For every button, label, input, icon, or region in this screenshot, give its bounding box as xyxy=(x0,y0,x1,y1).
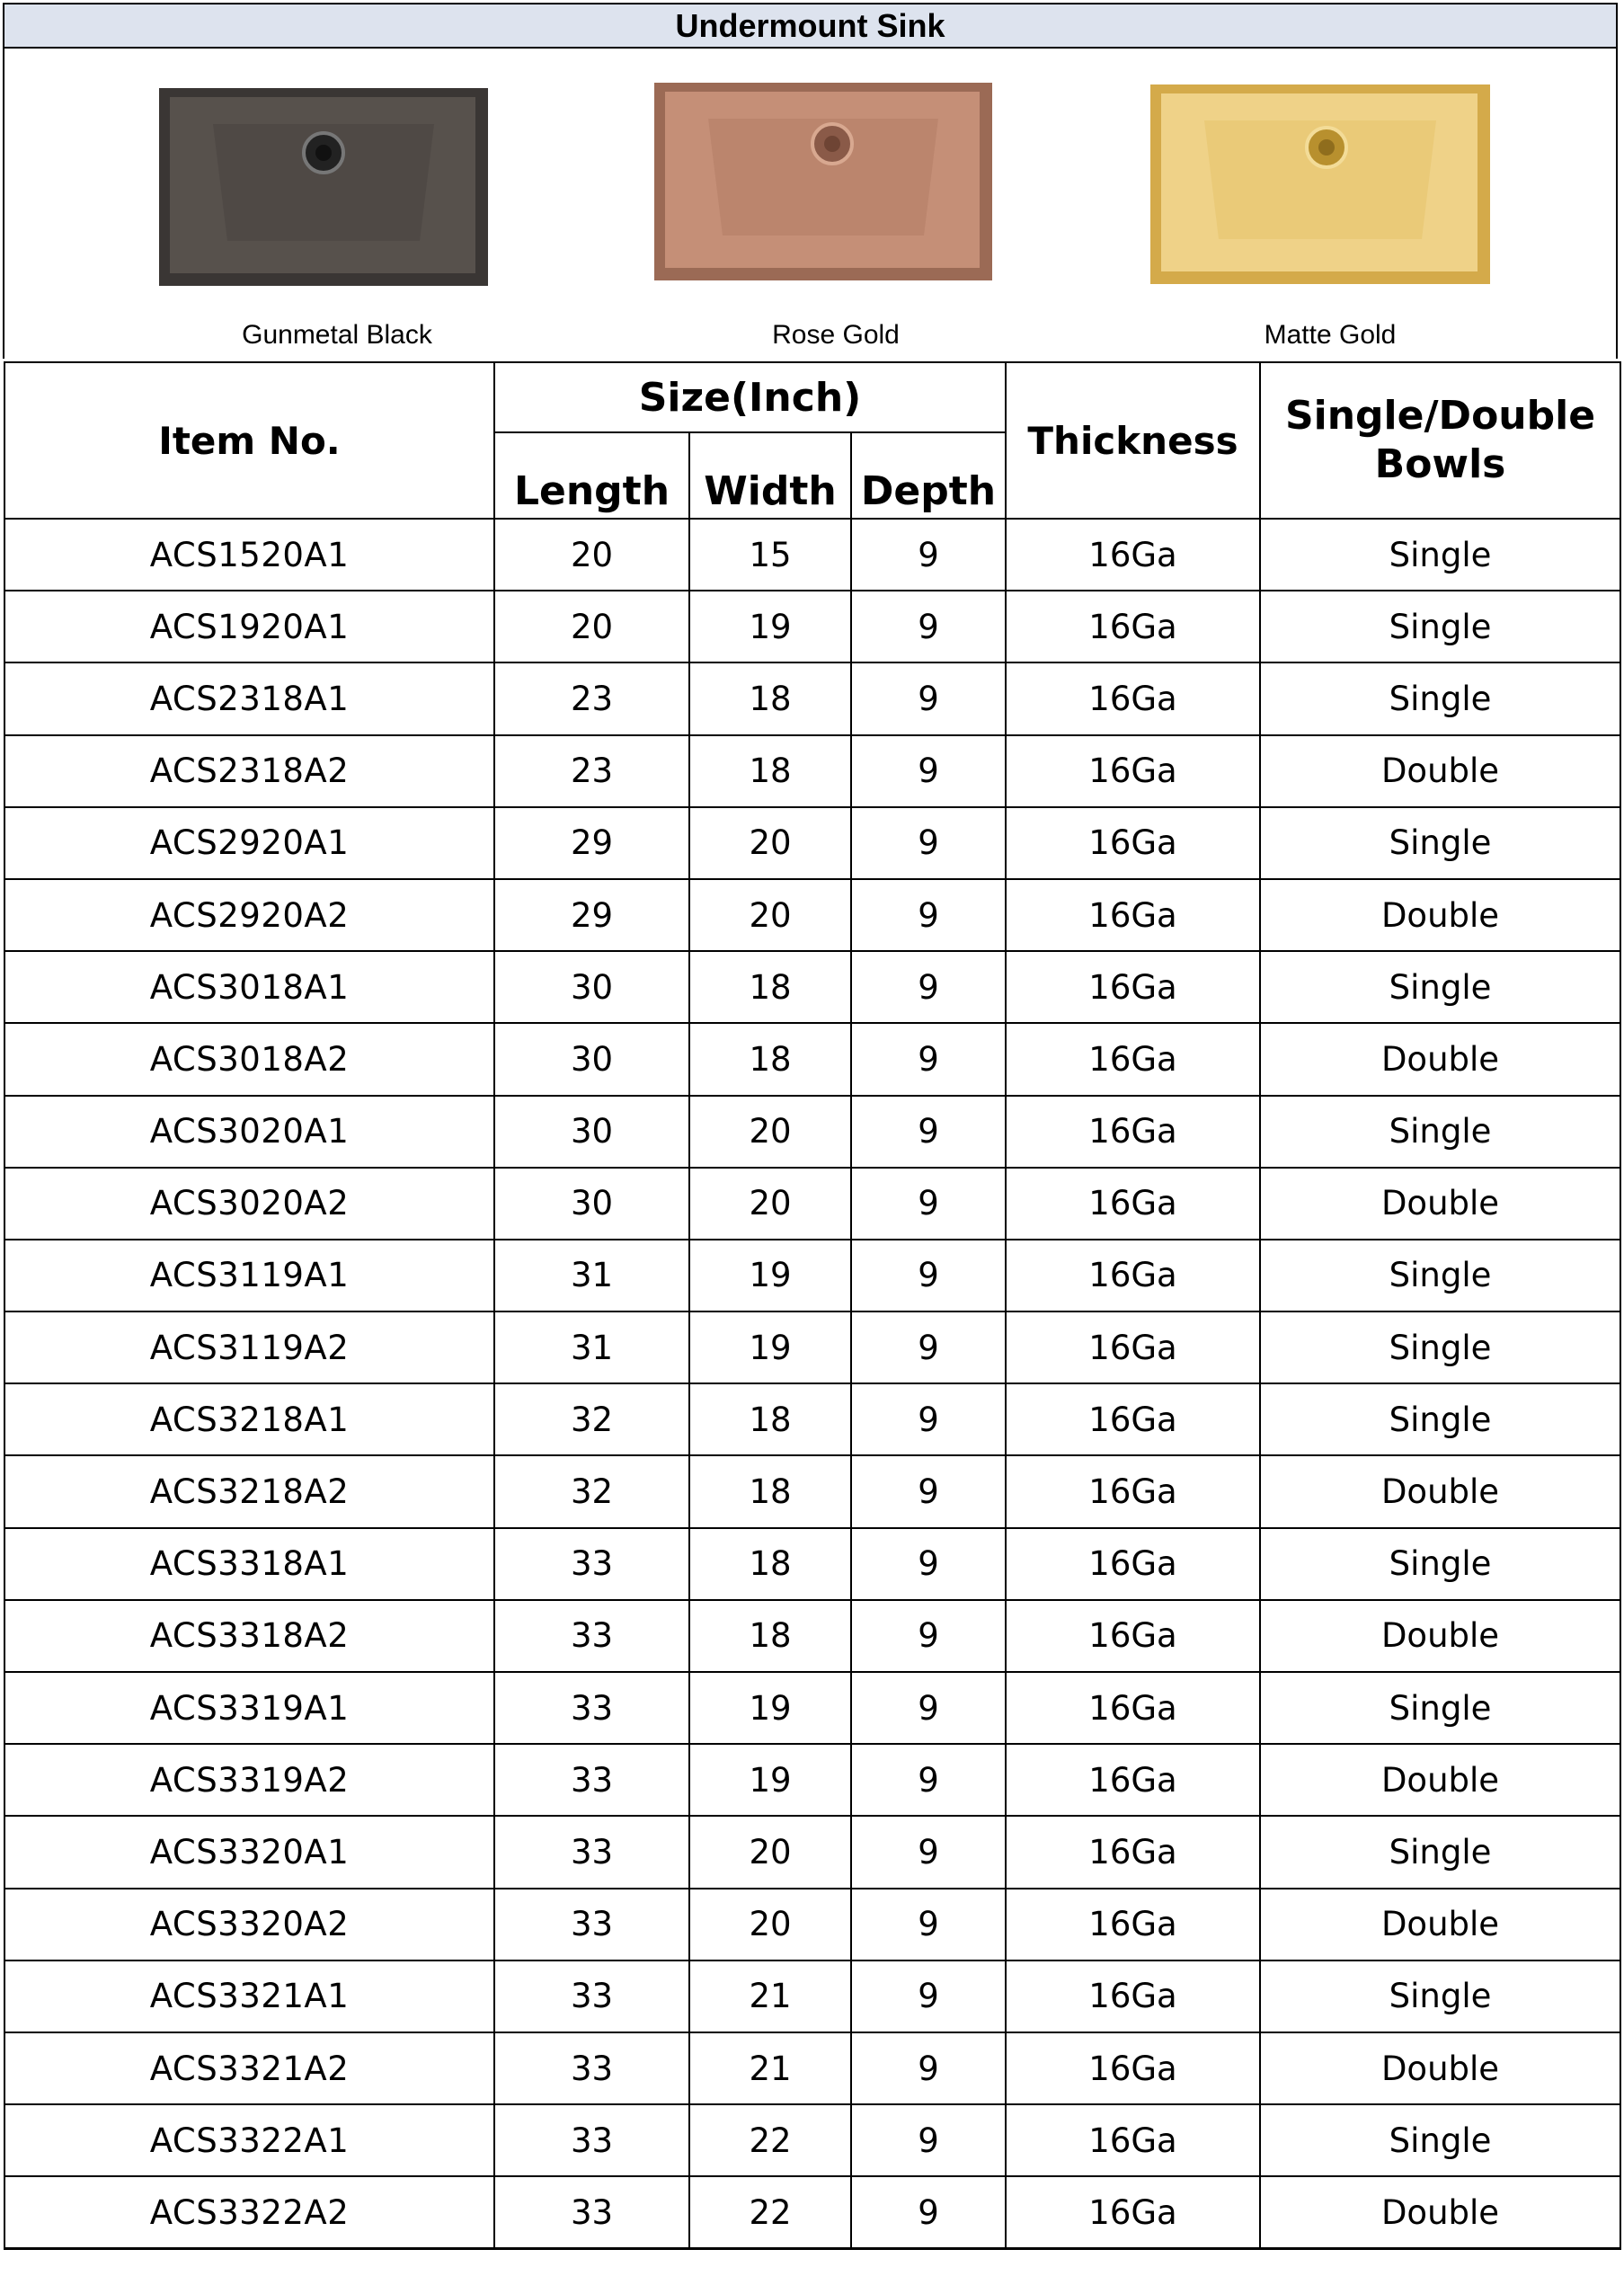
cell-width: 19 xyxy=(689,1240,851,1311)
cell-width: 18 xyxy=(689,735,851,807)
sink-image-matte-gold xyxy=(1150,84,1490,284)
cell-width: 18 xyxy=(689,1600,851,1672)
cell-thickness: 16Ga xyxy=(1006,1672,1260,1744)
table-row xyxy=(4,662,1620,734)
cell-depth: 9 xyxy=(851,807,1006,879)
cell-bowls: Double xyxy=(1260,1744,1620,1816)
cell-width: 15 xyxy=(689,519,851,591)
table-row xyxy=(4,1600,1620,1672)
cell-thickness: 16Ga xyxy=(1006,2032,1260,2104)
cell-thickness: 16Ga xyxy=(1006,519,1260,591)
page-title: Undermount Sink xyxy=(3,3,1618,49)
cell-width: 20 xyxy=(689,879,851,951)
cell-depth: 9 xyxy=(851,2176,1006,2248)
cell-bowls: Double xyxy=(1260,1168,1620,1240)
cell-thickness: 16Ga xyxy=(1006,591,1260,662)
table-row xyxy=(4,735,1620,807)
cell-depth: 9 xyxy=(851,1240,1006,1311)
cell-length: 33 xyxy=(494,1816,689,1888)
table-row xyxy=(4,1528,1620,1600)
sink-image-rose-gold xyxy=(654,83,992,280)
table-row xyxy=(4,1383,1620,1455)
cell-depth: 9 xyxy=(851,735,1006,807)
header-item-no: Item No. xyxy=(4,362,494,519)
cell-length: 33 xyxy=(494,2104,689,2176)
cell-thickness: 16Ga xyxy=(1006,1744,1260,1816)
cell-length: 32 xyxy=(494,1455,689,1527)
cell-width: 18 xyxy=(689,1528,851,1600)
cell-depth: 9 xyxy=(851,1600,1006,1672)
cell-bowls: Single xyxy=(1260,1672,1620,1744)
table-row xyxy=(4,1816,1620,1888)
cell-thickness: 16Ga xyxy=(1006,2176,1260,2248)
cell-item-no: ACS3018A2 xyxy=(4,1023,494,1095)
header-bowls-line2: Bowls xyxy=(1374,441,1506,487)
cell-length: 30 xyxy=(494,1023,689,1095)
cell-length: 32 xyxy=(494,1383,689,1455)
cell-bowls: Single xyxy=(1260,1096,1620,1168)
cell-item-no: ACS3320A1 xyxy=(4,1816,494,1888)
cell-depth: 9 xyxy=(851,951,1006,1023)
cell-depth: 9 xyxy=(851,1528,1006,1600)
table-row xyxy=(4,879,1620,951)
table-row xyxy=(4,1455,1620,1527)
cell-width: 19 xyxy=(689,591,851,662)
cell-depth: 9 xyxy=(851,1455,1006,1527)
cell-thickness: 16Ga xyxy=(1006,951,1260,1023)
cell-length: 30 xyxy=(494,1168,689,1240)
cell-bowls: Single xyxy=(1260,1383,1620,1455)
cell-bowls: Single xyxy=(1260,951,1620,1023)
table-row xyxy=(4,1023,1620,1095)
cell-width: 22 xyxy=(689,2104,851,2176)
cell-length: 30 xyxy=(494,1096,689,1168)
cell-thickness: 16Ga xyxy=(1006,1816,1260,1888)
cell-bowls: Single xyxy=(1260,1311,1620,1383)
cell-width: 18 xyxy=(689,662,851,734)
swatch-label-rose-gold: Rose Gold xyxy=(772,320,900,350)
cell-bowls: Double xyxy=(1260,2176,1620,2248)
cell-depth: 9 xyxy=(851,879,1006,951)
cell-depth: 9 xyxy=(851,591,1006,662)
cell-depth: 9 xyxy=(851,2104,1006,2176)
cell-bowls: Double xyxy=(1260,1600,1620,1672)
cell-width: 20 xyxy=(689,807,851,879)
table-row xyxy=(4,1240,1620,1311)
cell-item-no: ACS3020A1 xyxy=(4,1096,494,1168)
cell-length: 33 xyxy=(494,2032,689,2104)
cell-length: 33 xyxy=(494,1528,689,1600)
cell-item-no: ACS2920A2 xyxy=(4,879,494,951)
cell-depth: 9 xyxy=(851,1744,1006,1816)
cell-length: 29 xyxy=(494,879,689,951)
header-thickness: Thickness xyxy=(1006,362,1260,519)
cell-thickness: 16Ga xyxy=(1006,807,1260,879)
cell-thickness: 16Ga xyxy=(1006,879,1260,951)
sink-finish-panel xyxy=(3,49,1618,359)
cell-item-no: ACS3218A2 xyxy=(4,1455,494,1527)
table-row xyxy=(4,1168,1620,1240)
cell-item-no: ACS3322A2 xyxy=(4,2176,494,2248)
cell-width: 19 xyxy=(689,1744,851,1816)
cell-depth: 9 xyxy=(851,662,1006,734)
cell-depth: 9 xyxy=(851,1096,1006,1168)
cell-thickness: 16Ga xyxy=(1006,1240,1260,1311)
cell-length: 33 xyxy=(494,2176,689,2248)
cell-bowls: Double xyxy=(1260,1023,1620,1095)
table-row xyxy=(4,807,1620,879)
cell-length: 23 xyxy=(494,735,689,807)
cell-thickness: 16Ga xyxy=(1006,1383,1260,1455)
cell-length: 30 xyxy=(494,951,689,1023)
cell-thickness: 16Ga xyxy=(1006,735,1260,807)
cell-length: 33 xyxy=(494,1600,689,1672)
table-row xyxy=(4,1311,1620,1383)
cell-width: 19 xyxy=(689,1311,851,1383)
cell-item-no: ACS3318A2 xyxy=(4,1600,494,1672)
cell-thickness: 16Ga xyxy=(1006,1023,1260,1095)
cell-item-no: ACS3321A1 xyxy=(4,1960,494,2032)
cell-thickness: 16Ga xyxy=(1006,1168,1260,1240)
cell-depth: 9 xyxy=(851,1960,1006,2032)
cell-bowls: Single xyxy=(1260,2104,1620,2176)
cell-thickness: 16Ga xyxy=(1006,1096,1260,1168)
cell-thickness: 16Ga xyxy=(1006,1960,1260,2032)
cell-bowls: Single xyxy=(1260,807,1620,879)
cell-item-no: ACS3020A2 xyxy=(4,1168,494,1240)
header-bowls xyxy=(1260,362,1620,519)
cell-item-no: ACS3320A2 xyxy=(4,1889,494,1960)
cell-bowls: Double xyxy=(1260,1889,1620,1960)
cell-item-no: ACS1920A1 xyxy=(4,591,494,662)
swatch-label-matte-gold: Matte Gold xyxy=(1264,320,1397,350)
cell-width: 20 xyxy=(689,1096,851,1168)
cell-length: 31 xyxy=(494,1240,689,1311)
cell-item-no: ACS2318A1 xyxy=(4,662,494,734)
cell-bowls: Single xyxy=(1260,1816,1620,1888)
cell-bowls: Single xyxy=(1260,662,1620,734)
cell-length: 20 xyxy=(494,519,689,591)
cell-thickness: 16Ga xyxy=(1006,1889,1260,1960)
cell-length: 33 xyxy=(494,1960,689,2032)
header-width: Width xyxy=(689,432,851,519)
cell-bowls: Double xyxy=(1260,879,1620,951)
cell-thickness: 16Ga xyxy=(1006,662,1260,734)
cell-width: 18 xyxy=(689,1455,851,1527)
cell-length: 33 xyxy=(494,1744,689,1816)
cell-thickness: 16Ga xyxy=(1006,1600,1260,1672)
swatch-label-gunmetal-black: Gunmetal Black xyxy=(242,320,432,350)
spec-table xyxy=(4,361,1621,2250)
cell-depth: 9 xyxy=(851,1889,1006,1960)
table-row xyxy=(4,1744,1620,1816)
cell-bowls: Single xyxy=(1260,591,1620,662)
cell-width: 18 xyxy=(689,951,851,1023)
cell-depth: 9 xyxy=(851,519,1006,591)
cell-width: 22 xyxy=(689,2176,851,2248)
cell-thickness: 16Ga xyxy=(1006,1311,1260,1383)
cell-item-no: ACS3018A1 xyxy=(4,951,494,1023)
cell-item-no: ACS3318A1 xyxy=(4,1528,494,1600)
table-row xyxy=(4,1672,1620,1744)
header-length: Length xyxy=(494,432,689,519)
cell-thickness: 16Ga xyxy=(1006,1455,1260,1527)
cell-length: 31 xyxy=(494,1311,689,1383)
cell-item-no: ACS3218A1 xyxy=(4,1383,494,1455)
table-row xyxy=(4,2032,1620,2104)
cell-width: 20 xyxy=(689,1889,851,1960)
cell-length: 23 xyxy=(494,662,689,734)
cell-bowls: Double xyxy=(1260,1455,1620,1527)
cell-item-no: ACS3322A1 xyxy=(4,2104,494,2176)
cell-item-no: ACS2318A2 xyxy=(4,735,494,807)
cell-bowls: Single xyxy=(1260,1528,1620,1600)
table-row xyxy=(4,1096,1620,1168)
cell-thickness: 16Ga xyxy=(1006,2104,1260,2176)
cell-width: 21 xyxy=(689,2032,851,2104)
table-bottom-rule xyxy=(4,2247,1620,2250)
header-depth: Depth xyxy=(851,432,1006,519)
cell-bowls: Single xyxy=(1260,1240,1620,1311)
cell-depth: 9 xyxy=(851,1383,1006,1455)
spec-table-body xyxy=(4,519,1620,2249)
cell-bowls: Double xyxy=(1260,2032,1620,2104)
table-row xyxy=(4,1889,1620,1960)
table-row xyxy=(4,519,1620,591)
cell-thickness: 16Ga xyxy=(1006,1528,1260,1600)
cell-item-no: ACS2920A1 xyxy=(4,807,494,879)
table-row xyxy=(4,1960,1620,2032)
cell-length: 33 xyxy=(494,1672,689,1744)
cell-item-no: ACS3119A2 xyxy=(4,1311,494,1383)
cell-depth: 9 xyxy=(851,1311,1006,1383)
cell-item-no: ACS3319A2 xyxy=(4,1744,494,1816)
cell-item-no: ACS3321A2 xyxy=(4,2032,494,2104)
cell-width: 18 xyxy=(689,1383,851,1455)
table-row xyxy=(4,2104,1620,2176)
cell-depth: 9 xyxy=(851,1168,1006,1240)
sink-image-gunmetal-black xyxy=(159,88,488,286)
cell-width: 20 xyxy=(689,1168,851,1240)
cell-item-no: ACS1520A1 xyxy=(4,519,494,591)
cell-depth: 9 xyxy=(851,1023,1006,1095)
table-row xyxy=(4,2176,1620,2248)
cell-depth: 9 xyxy=(851,1816,1006,1888)
cell-item-no: ACS3319A1 xyxy=(4,1672,494,1744)
cell-depth: 9 xyxy=(851,1672,1006,1744)
header-bowls-line1: Single/Double xyxy=(1284,393,1596,439)
cell-bowls: Double xyxy=(1260,735,1620,807)
cell-width: 20 xyxy=(689,1816,851,1888)
cell-length: 29 xyxy=(494,807,689,879)
cell-depth: 9 xyxy=(851,2032,1006,2104)
cell-length: 33 xyxy=(494,1889,689,1960)
cell-width: 19 xyxy=(689,1672,851,1744)
cell-width: 21 xyxy=(689,1960,851,2032)
table-row xyxy=(4,951,1620,1023)
cell-item-no: ACS3119A1 xyxy=(4,1240,494,1311)
cell-width: 18 xyxy=(689,1023,851,1095)
cell-bowls: Single xyxy=(1260,1960,1620,2032)
cell-length: 20 xyxy=(494,591,689,662)
table-row xyxy=(4,591,1620,662)
header-size: Size(Inch) xyxy=(494,362,1006,432)
cell-bowls: Single xyxy=(1260,519,1620,591)
